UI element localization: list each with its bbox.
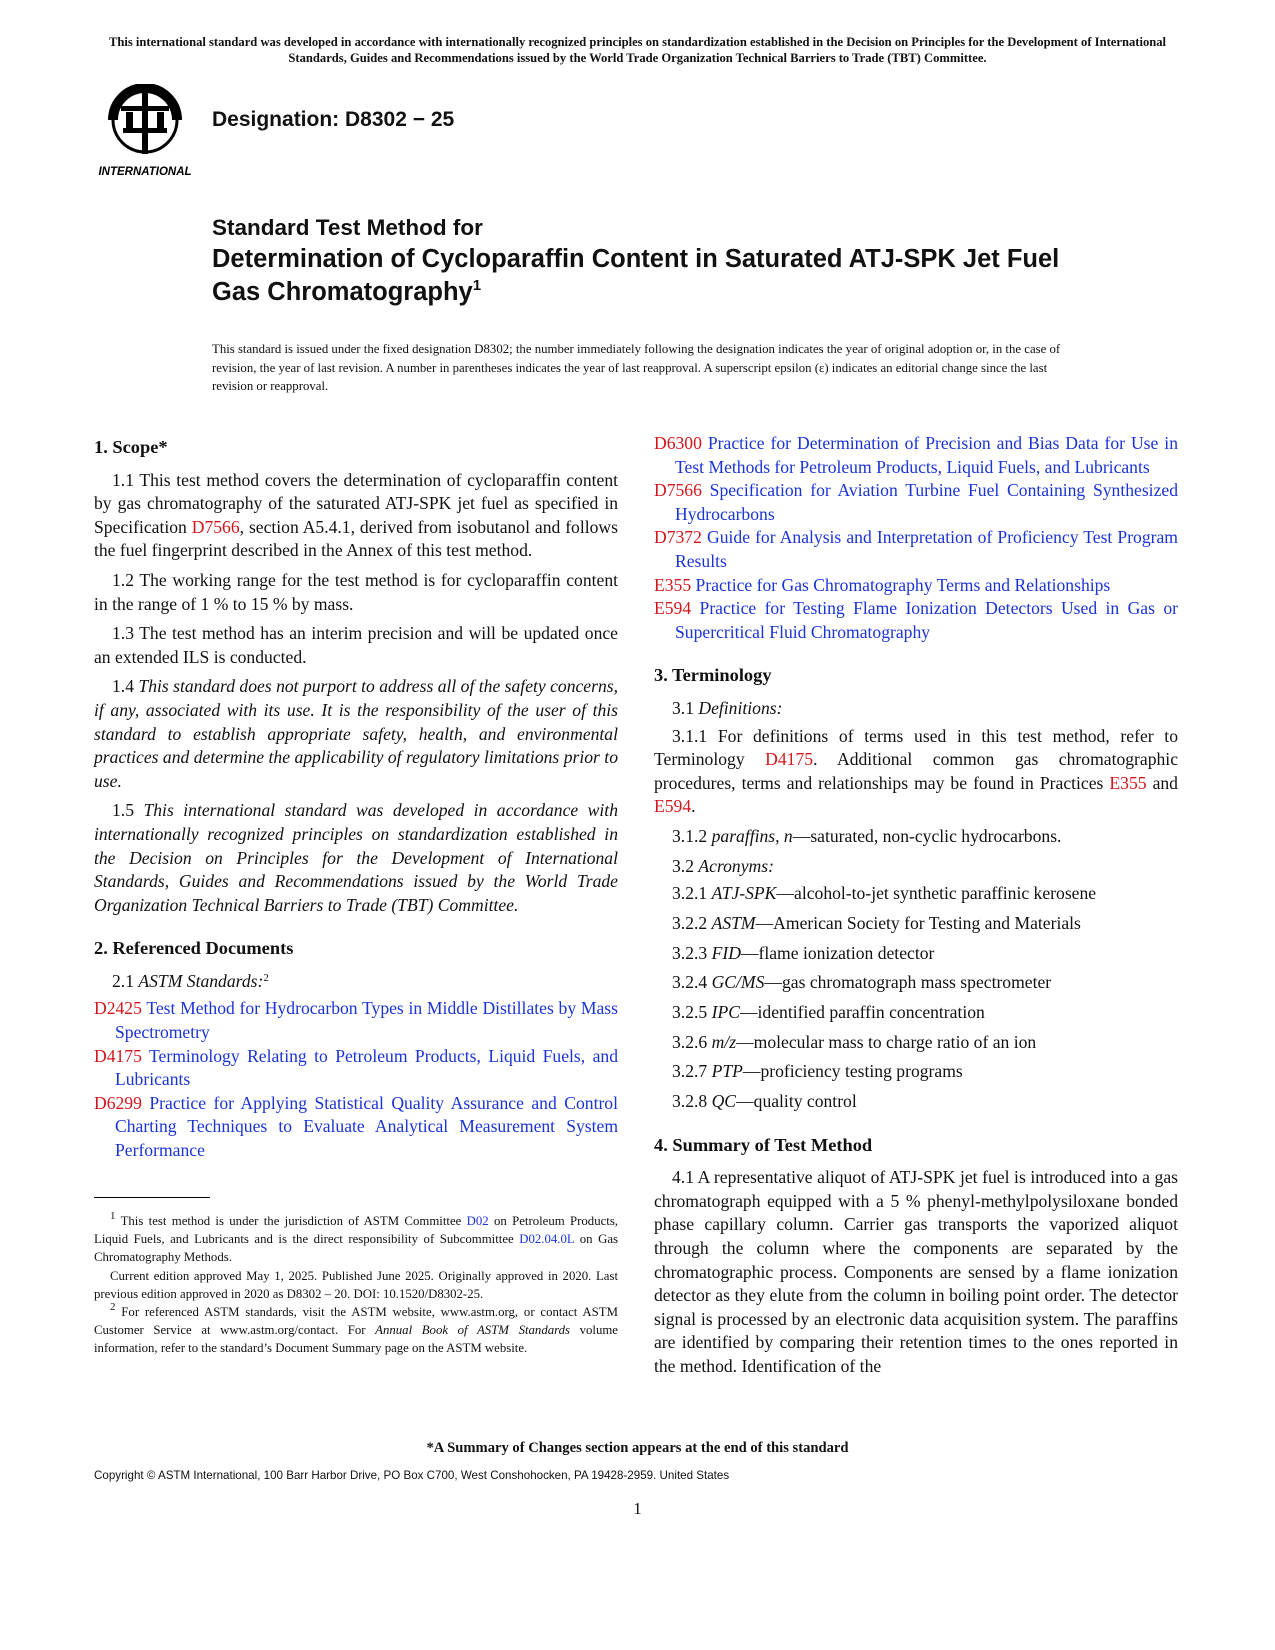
reference-item[interactable] bbox=[654, 479, 1178, 526]
acronym-term: ATJ-SPK bbox=[711, 883, 777, 904]
term-3-1-1 bbox=[654, 725, 1178, 819]
reference-title[interactable]: Practice for Testing Flame Ionization Detectors Used in Gas or Supercritical Fluid Chromatography bbox=[675, 598, 1178, 642]
acronym-num: 3.2.8 bbox=[672, 1091, 712, 1111]
reference-title[interactable]: Practice for Gas Chromatography Terms and Relationships bbox=[695, 574, 1111, 595]
reference-title[interactable]: Test Method for Hydrocarbon Types in Middle Distillates by Mass Spectrometry bbox=[115, 998, 618, 1043]
reference-item[interactable] bbox=[654, 597, 1178, 644]
section-heading-referenced-documents: 2. Referenced Documents bbox=[94, 938, 294, 959]
scope-1-1-text-cont: , section A5.4.1, derived from isobutanol and follows the fuel fingerprint described in the Annex of this test method. bbox=[94, 516, 618, 561]
acronym-num: 3.2.5 bbox=[672, 1001, 712, 1022]
right-column bbox=[654, 432, 1178, 1385]
summary-4-1: 4.1 A representative aliquot of ATJ-SPK jet fuel is introduced into a gas chromatograph equipped with a 5 % phenyl-methylpolysiloxane bonded phase capillary column. Carrier gas transports the vaporized aliquot through the column where the components are separated by the chromatographic process. Components are sensed by a flame ionization detector as they elute from the column in boiling point order. The detector signal is processed by an electronic data acquisition system. The paraffins are identified by comparing their retention times to the ones reported in the method. Identification of the bbox=[654, 1167, 1178, 1376]
definitions-label bbox=[654, 697, 1178, 721]
acronym-definition: —molecular mass to charge ratio of an ion bbox=[736, 1031, 1037, 1052]
acronym-term: QC bbox=[711, 1091, 737, 1111]
reference-title[interactable]: Practice for Applying Statistical Quality Assurance and Control Charting Techniques to Evaluate Analytical Measurement System Performance bbox=[115, 1092, 618, 1161]
acronym-num: 3.2.6 bbox=[672, 1031, 712, 1052]
acronym-num: 3.2.1 bbox=[672, 883, 712, 904]
reference-code[interactable]: E355 bbox=[654, 574, 692, 595]
reference-item[interactable] bbox=[654, 432, 1178, 479]
scope-1-4-text: This standard does not purport to address all of the safety concerns, if any, associated with its use. It is the responsibility of the user of this standard to establish appropriate safety, health, and environmental practices and determine the applicability of regulatory limitations prior to use. bbox=[94, 676, 619, 791]
acronym-item bbox=[654, 971, 1178, 995]
left-column bbox=[94, 436, 618, 1163]
astm-logo-icon bbox=[93, 84, 197, 180]
acronym-definition: —quality control bbox=[736, 1091, 857, 1111]
acronym-num: 3.2.2 bbox=[672, 912, 712, 933]
scope-1-4 bbox=[94, 675, 618, 793]
reference-code[interactable]: D7566 bbox=[654, 480, 702, 501]
issue-note: This standard is issued under the fixed designation D8302; the number immediately following the designation indicates the year of original adoption or, in the case of revision, the year of last revision. A number in parentheses indicates the year of last reapproval. A superscript epsilon (ε) indicates an editorial change since the last revision or reapproval. bbox=[212, 342, 1061, 393]
link-e594[interactable]: E594 bbox=[654, 796, 692, 817]
acronyms-num: 3.2 bbox=[672, 855, 699, 876]
link-subcommittee[interactable]: D02.04.0L bbox=[519, 1232, 575, 1247]
acronym-item bbox=[654, 1001, 1178, 1025]
reference-item[interactable] bbox=[654, 574, 1178, 598]
acronym-term: PTP bbox=[711, 1061, 743, 1082]
copyright-line: Copyright © ASTM International, 100 Barr Harbor Drive, PO Box C700, West Conshohocken, PA 19428-2959. United States bbox=[94, 1469, 730, 1482]
scope-1-4-num: 1.4 bbox=[112, 676, 139, 697]
term-3-1-1-and: and bbox=[1146, 772, 1178, 793]
reference-item[interactable] bbox=[94, 1045, 618, 1092]
astm-standards-footnote-mark: 2 bbox=[263, 971, 269, 984]
acronym-definition: —proficiency testing programs bbox=[742, 1061, 963, 1082]
footnotes bbox=[94, 1212, 618, 1358]
link-e355[interactable]: E355 bbox=[1109, 772, 1147, 793]
document-title bbox=[212, 214, 1072, 309]
acronym-definition: —flame ionization detector bbox=[740, 942, 935, 963]
footnote-2-book: Annual Book of ASTM Standards bbox=[375, 1323, 570, 1338]
acronym-item bbox=[654, 882, 1178, 906]
reference-code[interactable]: D4175 bbox=[94, 1045, 142, 1066]
reference-code[interactable]: D6300 bbox=[654, 433, 702, 453]
scope-1-2: 1.2 The working range for the test method is for cycloparaffin content in the range of 1 % to 15 % by mass. bbox=[94, 569, 618, 614]
section-heading-summary: 4. Summary of Test Method bbox=[654, 1134, 873, 1155]
title-kicker: Standard Test Method for bbox=[212, 215, 483, 240]
scope-1-5-num: 1.5 bbox=[112, 800, 144, 821]
term-definition: —saturated, non-cyclic hydrocarbons. bbox=[792, 825, 1062, 846]
reference-title[interactable]: Specification for Aviation Turbine Fuel Containing Synthesized Hydrocarbons bbox=[675, 480, 1178, 524]
reference-item[interactable] bbox=[94, 997, 618, 1044]
reference-item[interactable] bbox=[94, 1092, 618, 1163]
footnote-1-text: This test method is under the jurisdiction of ASTM Committee bbox=[115, 1214, 467, 1228]
term-3-1-1-period: . bbox=[691, 796, 696, 817]
acronym-term: m/z bbox=[711, 1031, 737, 1052]
term-num: 3.1.2 bbox=[672, 825, 712, 846]
footnote-2-mark: 2 bbox=[110, 1301, 116, 1314]
acronym-item bbox=[654, 1060, 1178, 1084]
term-word: paraffins, n bbox=[711, 825, 793, 846]
term-3-1-2 bbox=[654, 825, 1178, 849]
astm-standards-num: 2.1 bbox=[112, 970, 139, 991]
definitions-text: Definitions: bbox=[698, 697, 783, 718]
title-footnote-mark: 1 bbox=[472, 277, 482, 294]
footnote-1-mark: 1 bbox=[110, 1210, 116, 1222]
acronym-term: IPC bbox=[711, 1001, 740, 1022]
acronym-item bbox=[654, 912, 1178, 936]
term-3-1-1-text-cont: . Additional common gas chromatographic procedures, terms and relationships may be found in Practices bbox=[654, 749, 1179, 793]
footnote-edition: Current edition approved May 1, 2025. Published June 2025. Originally approved in 2020. Last previous edition approved in 2020 as D8302 – 20. DOI: 10.1520/D8302-25. bbox=[94, 1268, 618, 1301]
reference-title[interactable]: Terminology Relating to Petroleum Products, Liquid Fuels, and Lubricants bbox=[115, 1045, 618, 1090]
reference-code[interactable]: D2425 bbox=[94, 998, 142, 1019]
acronym-num: 3.2.3 bbox=[672, 942, 712, 963]
title-main bbox=[212, 243, 1072, 309]
footnote-divider bbox=[94, 1197, 210, 1198]
acronym-term: FID bbox=[711, 942, 741, 963]
scope-1-5 bbox=[94, 799, 618, 917]
acronyms-label bbox=[654, 855, 1178, 879]
reference-title[interactable]: Practice for Determination of Precision and Bias Data for Use in Test Methods for Petroleum Products, Liquid Fuels, and Lubricants bbox=[675, 433, 1178, 477]
reference-item[interactable] bbox=[654, 526, 1178, 573]
title-main-text: Determination of Cycloparaffin Content in Saturated ATJ-SPK Jet Fuel Gas Chromatography bbox=[212, 245, 1060, 306]
definitions-num: 3.1 bbox=[672, 697, 699, 718]
scope-1-1-text: 1.1 This test method covers the determination of cycloparaffin content by gas chromatography of the saturated ATJ-SPK jet fuel as specified in Specification bbox=[94, 469, 618, 537]
scope-1-3: 1.3 The test method has an interim precision and will be updated once an extended ILS is conducted. bbox=[94, 623, 618, 667]
acronym-num: 3.2.7 bbox=[672, 1061, 712, 1082]
acronym-definition: —alcohol-to-jet synthetic paraffinic kerosene bbox=[776, 883, 1097, 904]
footnote-2-text-end: volume information, refer to the standard’s Document Summary page on the ASTM website. bbox=[94, 1323, 618, 1356]
page-number: 1 bbox=[633, 1499, 642, 1518]
footnote-2 bbox=[94, 1303, 618, 1358]
link-d4175[interactable]: D4175 bbox=[765, 749, 814, 770]
acronym-definition: —American Society for Testing and Materials bbox=[755, 912, 1081, 933]
acronym-item bbox=[654, 942, 1178, 966]
acronyms-text: Acronyms: bbox=[698, 855, 774, 876]
astm-standards-text: ASTM Standards: bbox=[138, 970, 264, 991]
scope-1-1 bbox=[94, 469, 618, 563]
acronym-term: ASTM bbox=[711, 912, 756, 933]
summary-of-changes-note: *A Summary of Changes section appears at the end of this standard bbox=[426, 1440, 849, 1456]
section-heading-terminology: 3. Terminology bbox=[654, 665, 772, 686]
wto-notice: This international standard was developed in accordance with internationally recognized principles on standardization established in the Decision on Principles for the Development of International Standards, Guides and Recommendations issued by the World Trade Organization Technical Barriers to Trade (TBT) Committee. bbox=[108, 35, 1167, 65]
logo-text: INTERNATIONAL bbox=[98, 166, 192, 178]
acronym-item bbox=[654, 1031, 1178, 1055]
scope-1-5-text: This international standard was developed in accordance with internationally recognized principles on standardization established in the Decision on Principles for the Development of International Standards, Guides and Recommendations issued by the World Trade Organization Technical Barriers to Trade (TBT) Committee. bbox=[94, 800, 618, 915]
footnote-1-text-cont: on Petroleum Products, Liquid Fuels, and Lubricants and is the direct responsibility of Subcommittee bbox=[94, 1214, 619, 1247]
acronym-definition: —identified paraffin concentration bbox=[739, 1001, 985, 1022]
link-committee-d02[interactable]: D02 bbox=[466, 1214, 489, 1228]
acronym-num: 3.2.4 bbox=[672, 972, 712, 993]
footnote-2-text: For referenced ASTM standards, visit the ASTM website, www.astm.org, or contact ASTM Customer Service at www.astm.org/contact. For bbox=[94, 1305, 618, 1338]
reference-code[interactable]: D7372 bbox=[654, 527, 702, 548]
footnote-1-text-end: on Gas Chromatography Methods. bbox=[94, 1232, 618, 1265]
reference-title[interactable]: Guide for Analysis and Interpretation of Proficiency Test Program Results bbox=[675, 527, 1178, 571]
acronym-item bbox=[654, 1090, 1178, 1114]
acronym-definition: —gas chromatograph mass spectrometer bbox=[764, 972, 1052, 993]
reference-code[interactable]: D6299 bbox=[94, 1092, 142, 1113]
section-heading-scope: 1. Scope* bbox=[94, 437, 168, 457]
reference-code[interactable]: E594 bbox=[654, 598, 692, 619]
astm-standards-label bbox=[94, 970, 618, 994]
link-d7566[interactable]: D7566 bbox=[191, 516, 240, 537]
term-3-1-1-text: 3.1.1 For definitions of terms used in this test method, refer to Terminology bbox=[654, 725, 1178, 770]
footnote-1 bbox=[94, 1212, 618, 1267]
designation: Designation: D8302 − 25 bbox=[212, 108, 455, 131]
acronym-term: GC/MS bbox=[711, 972, 765, 993]
